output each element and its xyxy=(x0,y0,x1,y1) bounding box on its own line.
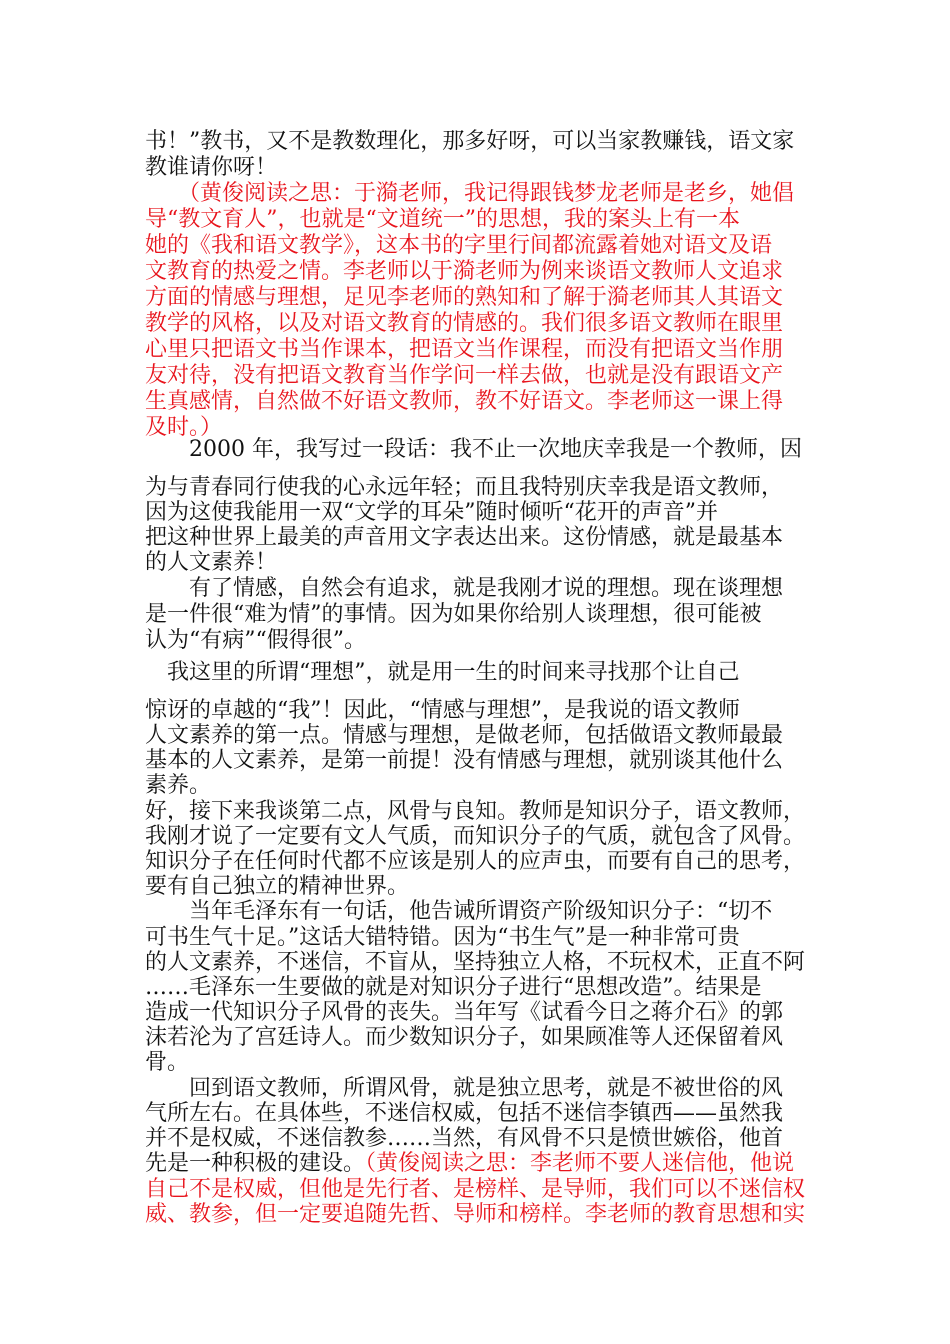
commentary-line: 文教育的热爱之情。李老师以于漪老师为例来谈语文教师人文追求 xyxy=(145,259,784,284)
text-line: 知识分子在任何时代都不应该是别人的应声虫，而要有自己的思考， xyxy=(145,849,806,874)
text-line: 教谁请你呀！ xyxy=(145,155,278,180)
text-line: 我这里的所谓“理想”，就是用一生的时间来寻找那个让自己 xyxy=(145,660,740,685)
text-line: 2000 年，我写过一段话：我不止一次地庆幸我是一个教师，因 xyxy=(145,437,802,462)
text-line: 并不是权威，不迷信教参……当然，有风骨不只是愤世嫉俗，他首 xyxy=(145,1126,784,1151)
commentary-line: 教学的风格，以及对语文教育的情感的。我们很多语文教师在眼里 xyxy=(145,311,784,336)
text-line: 是一件很“难为情”的事情。因为如果你给别人谈理想，很可能被 xyxy=(145,602,762,627)
commentary-line: 生真感情，自然做不好语文教师，教不好语文。李老师这一课上得 xyxy=(145,389,784,414)
text-line: 造成一代知识分子风骨的丧失。当年写《试看今日之蒋介石》的郭 xyxy=(145,1000,784,1025)
text-line: 沫若沦为了宫廷诗人。而少数知识分子，如果顾准等人还保留着风 xyxy=(145,1025,784,1050)
commentary-line: 威、教参，但一定要追随先哲、导师和榜样。李老师的教育思想和实 xyxy=(145,1202,806,1227)
text-line: 的人文素养，不迷信，不盲从，坚持独立人格，不玩权术，正直不阿 xyxy=(145,950,806,975)
commentary-line: 友对待，没有把语文教育当作学问一样去做，也就是没有跟语文产 xyxy=(145,363,784,388)
commentary-line: 导“教文育人”，也就是“文道统一”的思想，我的案头上有一本 xyxy=(145,207,740,232)
text-line: 认为“有病”“假得很”。 xyxy=(145,628,366,653)
commentary-line: 及时。） xyxy=(145,415,223,440)
text-line: 要有自己独立的精神世界。 xyxy=(145,874,410,899)
commentary-line: 她的《我和语文教学》，这本书的字里行间都流露着她对语文及语 xyxy=(145,233,773,258)
text-line: 有了情感，自然会有追求，就是我刚才说的理想。现在谈理想 xyxy=(145,576,784,601)
text-line: 回到语文教师，所谓风骨，就是独立思考，就是不被世俗的风 xyxy=(145,1076,784,1101)
text-line: 气所左右。在具体些，不迷信权威，包括不迷信李镇西——虽然我 xyxy=(145,1101,784,1126)
commentary-inline: （黄俊阅读之思：李老师不要人迷信他，他说 xyxy=(365,1151,795,1176)
text-line: 可书生气十足。”这话大错特错。因为“书生气”是一种非常可贵 xyxy=(145,925,740,950)
text-line: 当年毛泽东有一句话，他告诫所谓资产阶级知识分子：“切不 xyxy=(145,899,773,924)
text-line: 我刚才说了一定要有文人气质，而知识分子的气质，就包含了风骨。 xyxy=(145,824,806,849)
text-line: 的人文素养！ xyxy=(145,550,278,575)
text-line: 因为这使我能用一双“文学的耳朵”随时倾听“花开的声音”并 xyxy=(145,500,718,525)
mixed-line: 先是一种积极的建设。（黄俊阅读之思：李老师不要人迷信他，他说 xyxy=(145,1151,795,1176)
text-line: 素养。 xyxy=(145,773,212,798)
text-line: 书！”教书，又不是教数理化，那多好呀，可以当家教赚钱，语文家 xyxy=(145,129,795,154)
commentary-line: 自己不是权威，但他是先行者、是榜样、是导师，我们可以不迷信权 xyxy=(145,1177,806,1202)
text-line: 骨。 xyxy=(145,1050,190,1075)
text-line: 把这种世界上最美的声音用文字表达出来。这份情感，就是最基本 xyxy=(145,525,784,550)
text-line: 基本的人文素养，是第一前提！没有情感与理想，就别谈其他什么 xyxy=(145,748,784,773)
commentary-line: 心里只把语文书当作课本，把语文当作课程，而没有把语文当作朋 xyxy=(145,337,784,362)
commentary-line: 方面的情感与理想，足见李老师的熟知和了解于漪老师其人其语文 xyxy=(145,285,784,310)
commentary-line: （黄俊阅读之思：于漪老师，我记得跟钱梦龙老师是老乡，她倡 xyxy=(145,181,795,206)
text-line: ……毛泽东一生要做的就是对知识分子进行“思想改造”。结果是 xyxy=(145,975,762,1000)
text-line: 惊讶的卓越的“我”！因此，“情感与理想”，是我说的语文教师 xyxy=(145,698,740,723)
text-line: 人文素养的第一点。情感与理想，是做老师，包括做语文教师最最 xyxy=(145,723,784,748)
text-line: 为与青春同行使我的心永远年轻；而且我特别庆幸我是语文教师， xyxy=(145,475,784,500)
text-line: 好，接下来我谈第二点，风骨与良知。教师是知识分子，语文教师， xyxy=(145,799,806,824)
